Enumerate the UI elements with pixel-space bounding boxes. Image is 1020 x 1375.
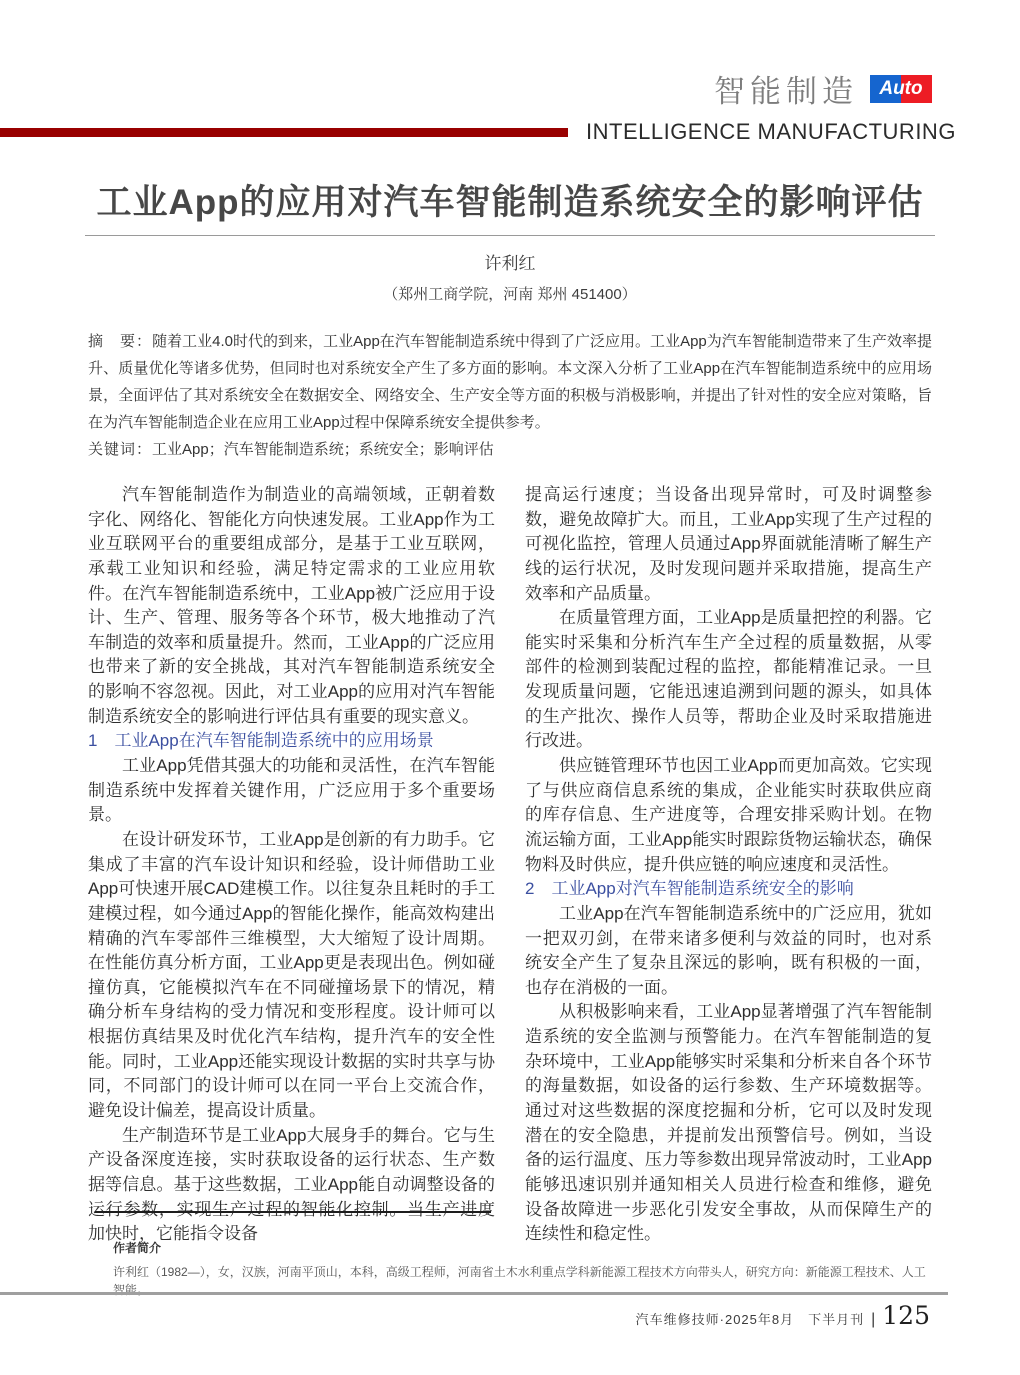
- article-body: [88, 483, 932, 1244]
- page-number: 125: [882, 1301, 930, 1330]
- masthead: [0, 0, 1020, 145]
- left-column: [88, 483, 495, 1244]
- abstract-text: 随着工业4.0时代的到来，工业App在汽车智能制造系统中得到了广泛应用。工业App为汽车智能制造带来了生产效率提升、质量优化等诸多优势，但同时也对系统安全产生了多方面的影响。本文深入分析了工业App在汽车智能制造系统中的应用场景，全面评估了其对系统安全在数据安全、网络安全、生产安全等方面的积极与消极影响，并提出了针对性的安全应对策略，旨在为汽车智能制造企业在应用工业App过程中保障系统安全提供参考。: [88, 333, 932, 431]
- bio-text: 许利红（1982—），女，汉族，河南平顶山，本科，高级工程师，河南省土木水利重点学科新能源工程技术方向带头人，研究方向：新能源工程技术、人工智能。: [113, 1265, 926, 1297]
- column-title-cn: 智能制造: [714, 74, 858, 109]
- paragraph: 从积极影响来看，工业App显著增强了汽车智能制造系统的安全监测与预警能力。在汽车智能制造的复杂环境中，工业App能够实时采集和分析来自各个环节的海量数据，如设备的运行参数、生产环境数据等。通过对这些数据的深度挖掘和分析，它可以及时发现潜在的安全隐患，并提前发出预警信号。例如，当设备的运行温度、压力等参数出现异常波动时，工业App能够迅速识别并通知相关人员进行检查和维修，避免设备故障进一步恶化引发安全事故，从而保障生产的连续性和稳定性。: [525, 1002, 932, 1244]
- author-affiliation: （郑州工商学院，河南 郑州 451400）: [383, 286, 637, 303]
- right-column: [525, 483, 932, 1244]
- footer-separator: |: [871, 1311, 876, 1328]
- masthead-row-bottom: [0, 119, 1020, 145]
- paragraph-continuation: 提高运行速度；当设备出现异常时，可及时调整参数，避免故障扩大。而且，工业App实现了生产过程的可视化监控，管理人员通过App界面就能清晰了解生产线的运行状况，及时发现问题并采取措施，提高生产效率和产品质量。: [525, 485, 932, 603]
- paragraph: 供应链管理环节也因工业App而更加高效。它实现了与供应商信息系统的集成，企业能实时获取供应商的库存信息、生产进度等，合理安排采购计划。在物流运输方面，工业App能实时跟踪货物运输状态，确保物料及时供应，提升供应链的响应速度和灵活性。: [525, 756, 932, 874]
- section-heading-2: 2 工业App对汽车智能制造系统安全的影响: [525, 879, 854, 899]
- paragraph: 在设计研发环节，工业App是创新的有力助手。它集成了丰富的汽车设计知识和经验，设计师借助工业App可快速开展CAD建模工作。以往复杂且耗时的手工建模过程，如今通过App的智能化操作，能高效构建出精确的汽车零部件三维模型，大大缩短了设计周期。在性能仿真分析方面，工业App更是表现出色。例如碰撞仿真，它能模拟汽车在不同碰撞场景下的情况，精确分析车身结构的受力情况和变形程度。设计师可以根据仿真结果及时优化汽车结构，提升汽车的安全性能。同时，工业App还能实现设计数据的实时共享与协同，不同部门的设计师可以在同一平台上交流合作，避免设计偏差，提高设计质量。: [88, 829, 495, 1121]
- keywords-label: 关键词：: [88, 441, 153, 458]
- bio-divider: [95, 1211, 491, 1213]
- paragraph: 工业App在汽车智能制造系统中的广泛应用，犹如一把双刃剑，在带来诸多便利与效益的同时，也对系统安全产生了复杂且深远的影响，既有积极的一面，也存在消极的一面。: [525, 903, 932, 997]
- paragraph: 汽车智能制造作为制造业的高端领域，正朝着数字化、网络化、智能化方向快速发展。工业App作为工业互联网平台的重要组成部分，是基于工业互联网，承载工业知识和经验，满足特定需求的工业应用软件。在汽车智能制造系统中，工业App被广泛应用于设计、生产、管理、服务等各个环节，极大地推动了汽车制造的效率和质量提升。然而，工业App的广泛应用也带来了新的安全挑战，其对汽车智能制造系统安全的影响不容忽视。因此，对工业App的应用对汽车智能制造系统安全的影响进行评估具有重要的现实意义。: [88, 485, 495, 726]
- abstract-label: 摘 要：: [88, 333, 153, 350]
- author-bio-section: [0, 1211, 1020, 1299]
- author-name: 许利红: [484, 254, 536, 273]
- footer-divider: [0, 1292, 948, 1295]
- paragraph: 生产制造环节是工业App大展身手的舞台。它与生产设备深度连接，实时获取设备的运行状态、生产数据等信息。基于这些数据，工业App能自动调整设备的运行参数，实现生产过程的智能化控制。当生产进度加快时，它能指令设备: [88, 1125, 495, 1244]
- column-title-en: INTELLIGENCE MANUFACTURING: [586, 119, 956, 144]
- page-footer: [636, 1301, 930, 1330]
- section-heading-1: 1 工业App在汽车智能制造系统中的应用场景: [88, 731, 434, 751]
- bio-label: 作者简介: [113, 1241, 162, 1255]
- title-divider: [85, 235, 935, 236]
- article-title: 工业App的应用对汽车智能制造系统安全的影响评估: [96, 183, 924, 222]
- paragraph: 在质量管理方面，工业App是质量把控的利器。它能实时采集和分析汽车生产全过程的质量数据，从零部件的检测到装配过程的监控，都能精准记录。一旦发现质量问题，它能迅速追溯到问题的源头，如具体的生产批次、操作人员等，帮助企业及时采取措施进行改进。: [525, 608, 932, 751]
- red-divider-bar: [0, 128, 568, 137]
- paragraph: 工业App凭借其强大的功能和灵活性，在汽车智能制造系统中发挥着关键作用，广泛应用于多个重要场景。: [88, 756, 495, 825]
- abstract: [88, 328, 932, 436]
- journal-info: 汽车维修技师·2025年8月 下半月刊: [635, 1312, 865, 1327]
- masthead-row-top: [0, 66, 1020, 111]
- keywords-text: 工业App；汽车智能制造系统；系统安全；影响评估: [152, 441, 494, 458]
- auto-logo: Auto: [870, 75, 932, 103]
- keywords: [88, 436, 932, 463]
